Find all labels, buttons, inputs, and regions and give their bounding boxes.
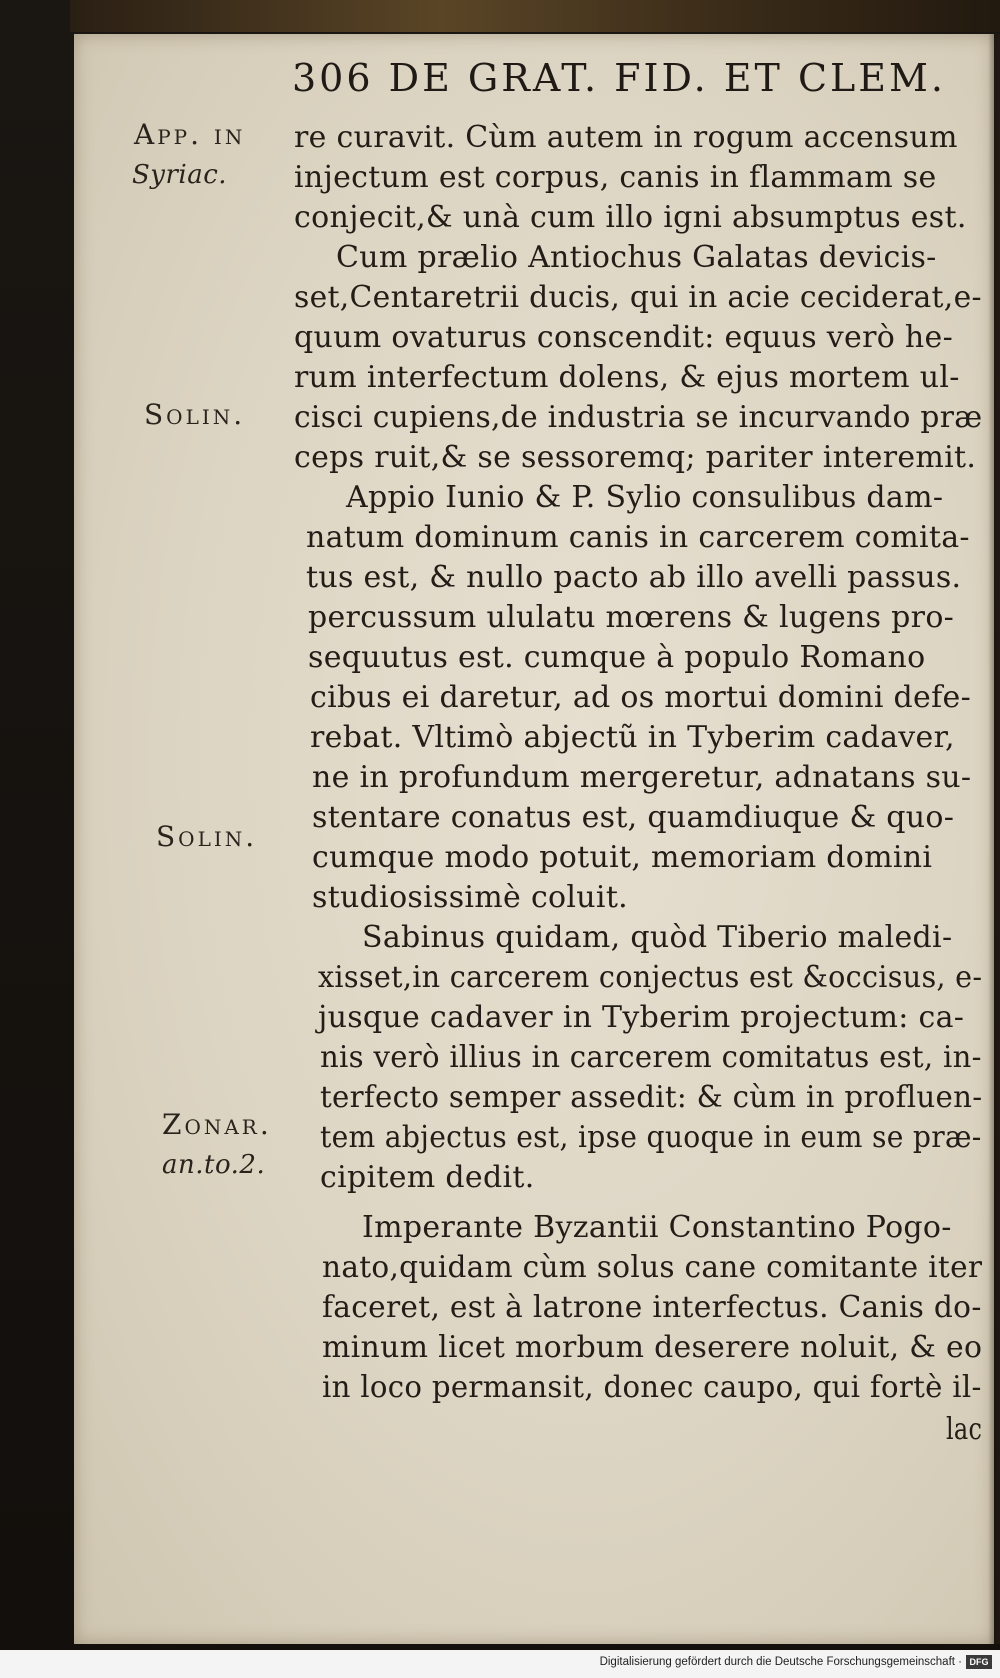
text-line: cibus ei daretur, ad os mortui domini defe- xyxy=(310,680,972,715)
margin-note: Solin. xyxy=(144,398,246,431)
text-line: Cum prælio Antiochus Galatas devicis- xyxy=(336,240,937,275)
text-line: rum interfectum dolens, & ejus mortem ul- xyxy=(294,360,960,395)
margin-note: an.to.2. xyxy=(162,1150,266,1180)
text-line: nis verò illius in carcerem comitatus est, in- xyxy=(320,1040,982,1075)
text-line: faceret, est à latrone interfectus. Canis do- xyxy=(322,1290,982,1325)
text-line: injectum est corpus, canis in flammam se xyxy=(294,160,937,195)
text-line: xisset,in carcerem conjectus est &occisus, e- xyxy=(318,960,983,995)
text-line: ne in profundum mergeretur, adnatans su- xyxy=(312,760,972,795)
running-head: 306 DE GRAT. FID. ET CLEM. xyxy=(292,56,946,100)
text-line: ceps ruit,& se sessoremq; pariter interemit. xyxy=(294,440,977,475)
funding-notice: Digitalisierung gefördert durch die Deutsche Forschungsgemeinschaft · xyxy=(599,1656,962,1668)
page-edge-shadow xyxy=(988,34,1000,1644)
text-line: cipitem dedit. xyxy=(320,1160,535,1195)
text-line: tus est, & nullo pacto ab illo avelli passus. xyxy=(306,560,962,595)
text-line: cumque modo potuit, memoriam domini xyxy=(312,840,933,875)
text-line: sequutus est. cumque à populo Romano xyxy=(308,640,926,675)
text-line: Imperante Byzantii Constantino Pogo- xyxy=(362,1210,952,1245)
text-line: stentare conatus est, quamdiuque & quo- xyxy=(312,800,955,835)
text-line: set,Centaretrii ducis, qui in acie ceciderat,e- xyxy=(294,280,982,315)
catchword: lac xyxy=(946,1412,983,1447)
dfg-logo: DFG xyxy=(966,1655,992,1669)
text-line: cisci cupiens,de industria se incurvando præ xyxy=(294,400,983,435)
margin-note: App. in xyxy=(134,118,246,151)
text-line: rebat. Vltimò abjectũ in Tyberim cadaver, xyxy=(310,720,955,755)
margin-note: Solin. xyxy=(156,820,258,853)
text-line: percussum ululatu mœrens & lugens pro- xyxy=(308,600,955,635)
text-line: jusque cadaver in Tyberim projectum: ca- xyxy=(318,1000,965,1035)
text-line: conjecit,& unà cum illo igni absumptus est. xyxy=(294,200,967,235)
book-top-edge xyxy=(70,0,1000,32)
margin-note: Zonar. xyxy=(162,1108,272,1141)
text-line: Appio Iunio & P. Sylio consulibus dam- xyxy=(346,480,944,515)
text-line: Sabinus quidam, quòd Tiberio maledi- xyxy=(362,920,953,955)
text-line: tem abjectus est, ipse quoque in eum se præ- xyxy=(320,1120,982,1155)
text-line: in loco permansit, donec caupo, qui fortè il- xyxy=(322,1370,982,1405)
margin-note: Syriac. xyxy=(132,160,228,190)
text-line: studiosissimè coluit. xyxy=(312,880,629,915)
text-line: minum licet morbum deserere noluit, & eo xyxy=(322,1330,983,1365)
text-line: quum ovaturus conscendit: equus verò he- xyxy=(294,320,954,355)
text-line: nato,quidam cùm solus cane comitante iter xyxy=(322,1250,983,1285)
text-line: natum dominum canis in carcerem comita- xyxy=(306,520,970,555)
text-line: re curavit. Cùm autem in rogum accensum xyxy=(294,120,958,155)
text-line: terfecto semper assedit: & cùm in profluen- xyxy=(320,1080,983,1115)
